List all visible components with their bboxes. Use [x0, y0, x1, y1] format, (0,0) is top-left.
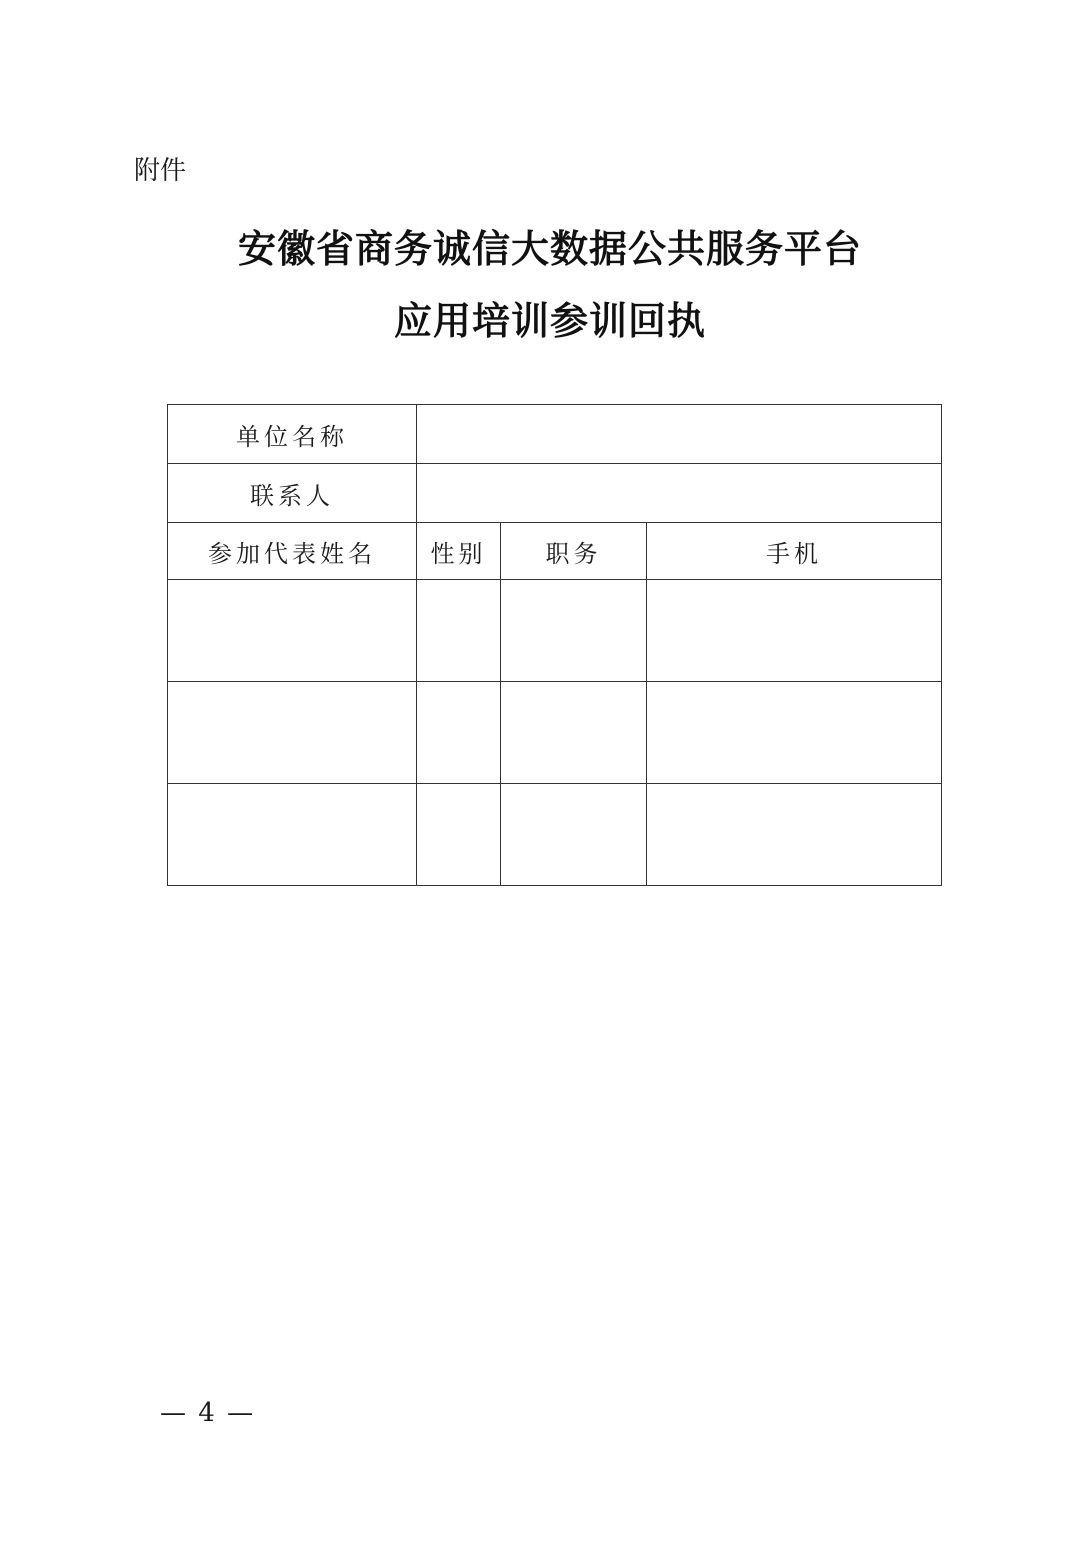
registration-form-table — [167, 404, 942, 886]
contact-label: 联系人 — [168, 464, 417, 523]
unit-name-field[interactable] — [417, 405, 942, 464]
gender-cell[interactable] — [417, 682, 501, 784]
gender-cell[interactable] — [417, 580, 501, 682]
column-header-name: 参加代表姓名 — [168, 523, 417, 580]
contact-field[interactable] — [417, 464, 942, 523]
position-cell[interactable] — [501, 682, 647, 784]
gender-cell[interactable] — [417, 784, 501, 886]
table-row — [168, 682, 942, 784]
unit-name-row — [168, 405, 942, 464]
name-cell[interactable] — [168, 580, 417, 682]
unit-name-label: 单位名称 — [168, 405, 417, 464]
document-title-line-2: 应用培训参训回执 — [393, 298, 706, 343]
column-header-mobile: 手机 — [647, 523, 942, 580]
table-header-row — [168, 523, 942, 580]
name-cell[interactable] — [168, 682, 417, 784]
mobile-cell[interactable] — [647, 580, 942, 682]
table-row — [168, 784, 942, 886]
position-cell[interactable] — [501, 784, 647, 886]
mobile-cell[interactable] — [647, 682, 942, 784]
position-cell[interactable] — [501, 580, 647, 682]
contact-row — [168, 464, 942, 523]
document-title-line-1: 安徽省商务诚信大数据公共服务平台 — [237, 226, 862, 271]
name-cell[interactable] — [168, 784, 417, 886]
page-number: — 4 — — [160, 1398, 256, 1428]
column-header-position: 职务 — [501, 523, 647, 580]
table-row — [168, 580, 942, 682]
mobile-cell[interactable] — [647, 784, 942, 886]
column-header-gender: 性别 — [417, 523, 501, 580]
attachment-label: 附件 — [134, 156, 187, 186]
